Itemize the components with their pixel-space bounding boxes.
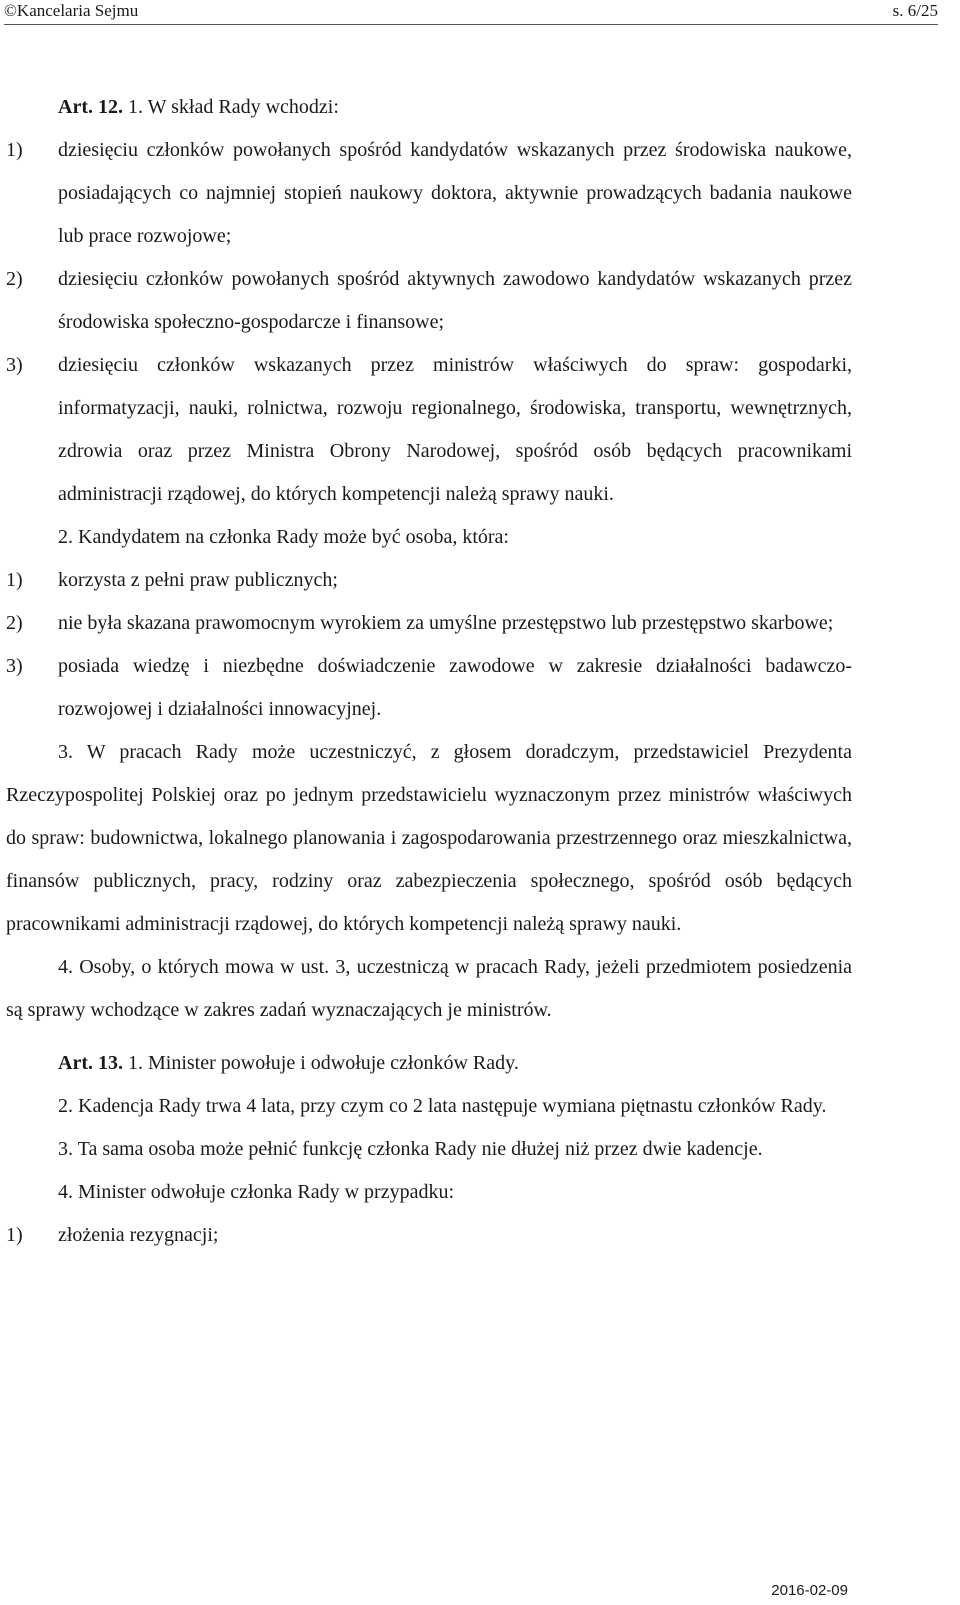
art13-para1-text: 1. Minister powołuje i odwołuje członków Rady. — [127, 1052, 519, 1074]
list-item-text: posiada wiedzę i niezbędne doświadczenie zawodowe w zakresie działalności badawczo-rozwojowej i działalności innowacyjnej. — [58, 655, 852, 720]
list-item-text: nie była skazana prawomocnym wyrokiem za umyślne przestępstwo lub przestępstwo skarbowe; — [58, 612, 834, 634]
list-item — [6, 602, 852, 645]
list-item-number: 2) — [6, 612, 23, 634]
list-item — [6, 645, 852, 731]
list-item-number: 1) — [6, 569, 23, 591]
art12-para4: 4. Osoby, o których mowa w ust. 3, uczestniczą w pracach Rady, jeżeli przedmiotem posiedzenia są sprawy wchodzące w zakres zadań wyznaczających je ministrów. — [6, 956, 852, 1021]
list-item-text: dziesięciu członków powołanych spośród kandydatów wskazanych przez środowiska naukowe, posiadających co najmniej stopień naukowy doktora, aktywnie prowadzących badania naukowe lub prace rozwojowe; — [58, 139, 852, 247]
list-item-text: złożenia rezygnacji; — [58, 1224, 219, 1246]
art13-label: Art. 13. — [58, 1052, 123, 1074]
art12-para2-intro: 2. Kandydatem na członka Rady może być osoba, która: — [58, 526, 509, 548]
list-item-text: dziesięciu członków wskazanych przez ministrów właściwych do spraw: gospodarki, informatyzacji, nauki, rolnictwa, rozwoju regionalnego, środowiska, transportu, wewnętrznych, zdrowia oraz przez Ministra Obrony Narodowej, spośród osób będących pracownikami administracji rządowej, do których kompetencji należą sprawy nauki. — [58, 354, 852, 505]
list-item — [6, 1214, 852, 1257]
art12-para1-text: 1. W skład Rady wchodzi: — [127, 96, 339, 118]
page-number: s. 6/25 — [892, 1, 938, 20]
list-item — [6, 559, 852, 602]
list-item-number: 3) — [6, 354, 23, 376]
list-item-number: 1) — [6, 1224, 23, 1246]
list-item — [6, 129, 852, 258]
footer-date: 2016-02-09 — [771, 1582, 848, 1599]
header-rule — [4, 24, 938, 25]
art13-para3: 3. Ta sama osoba może pełnić funkcję członka Rady nie dłużej niż przez dwie kadencje. — [58, 1138, 763, 1160]
art13-para2: 2. Kadencja Rady trwa 4 lata, przy czym co 2 lata następuje wymiana piętnastu członków Rady. — [58, 1095, 827, 1117]
header-copyright: ©Kancelaria Sejmu — [4, 1, 139, 20]
art12-label: Art. 12. — [58, 96, 123, 118]
art13-para1 — [6, 1042, 852, 1085]
list-item — [6, 258, 852, 344]
art12-para1-intro — [6, 86, 852, 129]
list-item-text: dziesięciu członków powołanych spośród aktywnych zawodowo kandydatów wskazanych przez środowiska społeczno-gospodarcze i finansowe; — [58, 268, 852, 333]
document-body — [6, 86, 852, 1257]
art12-para3: 3. W pracach Rady może uczestniczyć, z głosem doradczym, przedstawiciel Prezydenta Rzeczypospolitej Polskiej oraz po jednym przedstawicielu wyznaczonym przez ministrów właściwych do spraw: budownictwa, lokalnego planowania i zagospodarowania przestrzennego oraz mieszkalnictwa, finansów publicznych, pracy, rodziny oraz zabezpieczenia społecznego, spośród osób będących pracownikami administracji rządowej, do których kompetencji należą sprawy nauki. — [6, 741, 852, 935]
list-item-number: 2) — [6, 268, 23, 290]
list-item-number: 3) — [6, 655, 23, 677]
art13-para4-intro: 4. Minister odwołuje członka Rady w przypadku: — [58, 1181, 455, 1203]
list-item-number: 1) — [6, 139, 23, 161]
list-item-text: korzysta z pełni praw publicznych; — [58, 569, 338, 591]
page-header — [0, 0, 960, 30]
list-item — [6, 344, 852, 516]
